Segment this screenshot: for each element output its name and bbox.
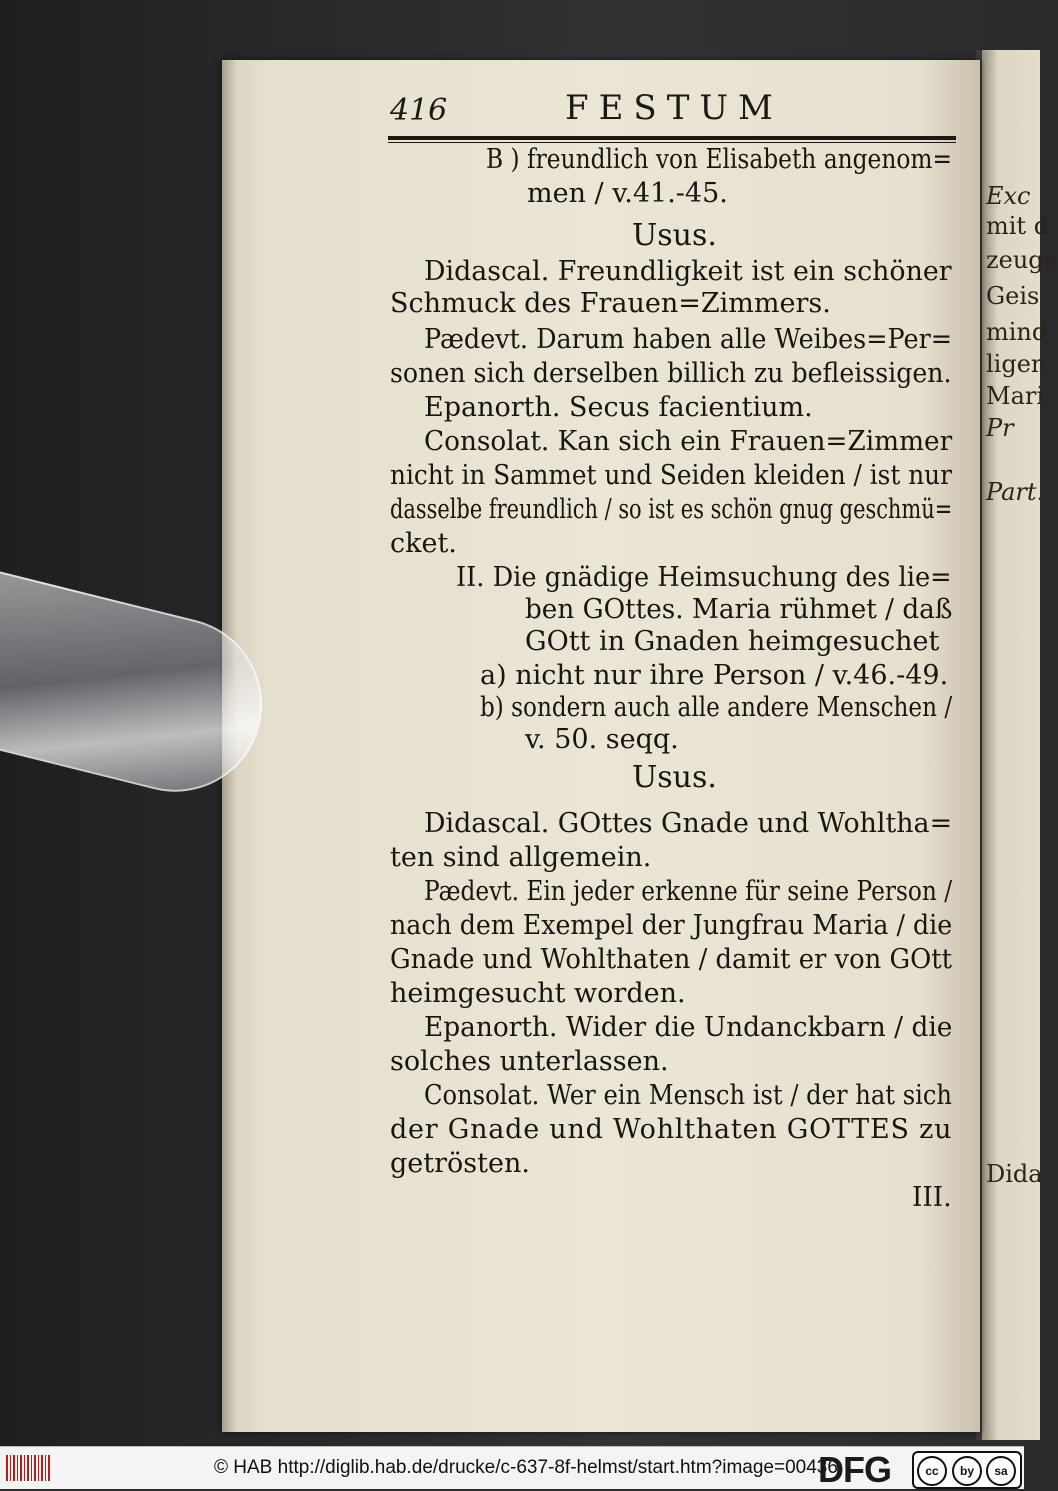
text-line: men / v.41.-45. bbox=[527, 178, 728, 209]
next-page-fragment: Dida bbox=[986, 1160, 1043, 1188]
next-page-fragment: mind bbox=[986, 318, 1048, 346]
text-line: Consolat. Kan sich ein Frauen=Zimmer bbox=[424, 426, 953, 457]
footer-citation: © HAB http://diglib.hab.de/drucke/c-637-8f-helmst/start.htm?image=00436 bbox=[214, 1457, 838, 1478]
cc-icon: cc bbox=[917, 1456, 947, 1486]
text-line: Schmuck des Frauen=Zimmers. bbox=[390, 288, 831, 319]
text-line: Epanorth. Wider die Undanckbarn / die bbox=[424, 1012, 953, 1043]
section-heading: Usus. bbox=[632, 760, 717, 795]
next-page-fragment: Mari bbox=[986, 382, 1045, 410]
text-line: cket. bbox=[390, 528, 457, 559]
text-line: Gnade und Wohlthaten / damit er von GOtt bbox=[390, 944, 952, 975]
next-page-fragment: Exc bbox=[986, 182, 1031, 210]
text-line: GOtt in Gnaden heimgesuchet bbox=[525, 626, 940, 657]
text-line: Didascal. Freundligkeit ist ein schöner bbox=[424, 256, 952, 287]
header-rule bbox=[388, 136, 956, 140]
text-line: v. 50. seqq. bbox=[525, 724, 679, 755]
text-line: ben GOttes. Maria rühmet / daß bbox=[525, 594, 953, 625]
page-number: 416 bbox=[390, 93, 448, 128]
text-line: Epanorth. Secus facientium. bbox=[424, 392, 813, 423]
text-line: a) nicht nur ihre Person / v.46.-49. bbox=[480, 660, 949, 691]
next-page-fragment: mit d bbox=[986, 212, 1050, 240]
text-line: III. bbox=[912, 1182, 952, 1213]
text-line: nicht in Sammet und Seiden kleiden / ist nur bbox=[390, 460, 952, 491]
text-line: heimgesucht worden. bbox=[390, 978, 686, 1009]
text-line: Pædevt. Darum haben alle Weibes=Per= bbox=[424, 324, 953, 355]
running-title: FESTUM bbox=[565, 88, 783, 128]
next-page-fragment: ligen bbox=[986, 350, 1047, 378]
text-line: b) sondern auch alle andere Menschen / bbox=[480, 692, 953, 723]
next-page-fragment: zeuge bbox=[986, 246, 1058, 274]
by-icon: by bbox=[952, 1456, 982, 1486]
text-line: nach dem Exempel der Jungfrau Maria / die bbox=[390, 910, 953, 941]
text-line: dasselbe freundlich / so ist es schön gnug geschmü= bbox=[390, 494, 953, 525]
next-page-fragment: Geis bbox=[986, 282, 1040, 310]
cc-license-badge[interactable] bbox=[912, 1451, 1022, 1489]
text-line: II. Die gnädige Heimsuchung des lie= bbox=[456, 562, 952, 593]
footer-bar bbox=[0, 1446, 1024, 1489]
text-line: der Gnade und Wohlthaten GOTTES zu bbox=[390, 1114, 953, 1145]
sa-icon: sa bbox=[986, 1456, 1016, 1486]
dfg-logo: DFG bbox=[818, 1449, 891, 1490]
text-line: Didascal. GOttes Gnade und Wohltha= bbox=[424, 808, 953, 839]
text-line: B ) freundlich von Elisabeth angenom= bbox=[486, 144, 952, 175]
header-rule-thin bbox=[388, 142, 956, 143]
next-page-fragment: Pr bbox=[986, 414, 1014, 442]
hab-logo-icon bbox=[6, 1455, 52, 1481]
text-line: solches unterlassen. bbox=[390, 1046, 669, 1077]
section-heading: Usus. bbox=[632, 218, 717, 253]
text-line: sonen sich derselben billich zu befleissigen. bbox=[390, 358, 952, 389]
text-line: Pædevt. Ein jeder erkenne für seine Person / bbox=[424, 876, 953, 907]
text-line: ten sind allgemein. bbox=[390, 842, 652, 873]
text-line: getrösten. bbox=[390, 1148, 530, 1179]
next-page-fragment: Part. bbox=[986, 478, 1045, 506]
text-line: Consolat. Wer ein Mensch ist / der hat sich bbox=[424, 1080, 953, 1111]
